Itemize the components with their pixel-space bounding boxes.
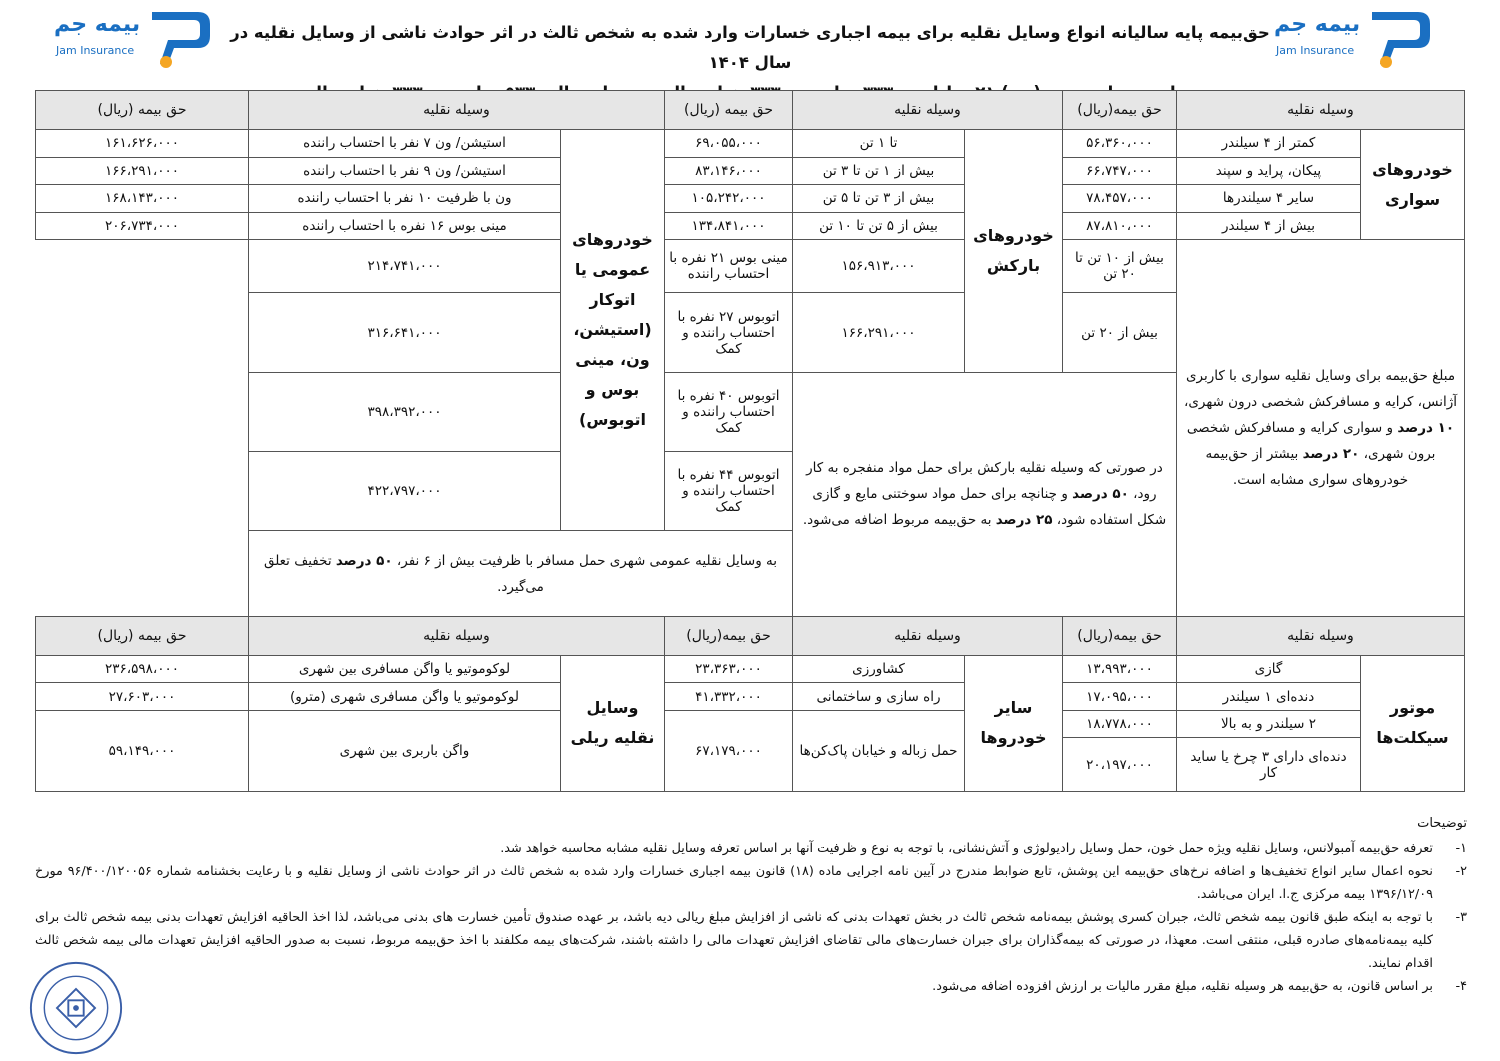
note-item (35, 837, 1467, 860)
note-text: با توجه به اینکه طبق قانون بیمه شخص ثالث، جبران کسری پوشش بیمه‌نامه شخص ثالث در بخش تعهدات بدنی که ناشی از افزایش مبلغ ریالی دیه باشد، بر عهده صندوق تأمین خسارت های بدنی می‌باشد، لذا اخذ الحاقیه افزایش تعهدات بدنی بیمه شخص ثالث برای کلیه بیمه‌نامه‌های صادره قبلی، منتفی است. معهذا، در صورتی که بیمه‌گذاران برای جبران خسارت‌های مالی تقاضای افزایش تعهدات مالی را داشته باشند، شرکت‌های بیمه مکلفند با اخذ حق‌بیمه مربوط، نسبت به صدور الحاقیه افزایش تعهدات مالی بیمه شخص ثالث اقدام نمایند. (35, 910, 1433, 971)
logo-en-text: Jam Insurance (1276, 44, 1355, 57)
col-header-premium: حق بیمه(ریال) (1063, 616, 1177, 655)
public-note-pct: ۵۰ درصد (335, 552, 393, 569)
group-rail: وسایل نقلیه ریلی (561, 655, 665, 791)
passenger-note-text: مبلغ حق‌بیمه برای وسایل نقلیه سواری با کاربری آژانس، کرایه و مسافرکش شخصی درون شهری، (1183, 367, 1458, 410)
other-price: ۴۱،۳۳۲،۰۰۰ (665, 683, 793, 711)
truck-price: ۸۳،۱۴۶،۰۰۰ (665, 157, 793, 185)
col-header-premium: حق بیمه(ریال) (665, 616, 793, 655)
public-price: ۱۶۶،۲۹۱،۰۰۰ (36, 157, 249, 185)
truck-name: بیش از ۳ تن تا ۵ تن (793, 185, 965, 213)
col-header-vehicle: وسیله نقلیه (1177, 616, 1465, 655)
logo-fa-text: بیمه جم (1274, 12, 1361, 37)
public-name: ون با ظرفیت ۱۰ نفر با احتساب راننده (249, 185, 561, 213)
passenger-name: سایر ۴ سیلندرها (1177, 185, 1361, 213)
col-header-premium: حق بیمه (ریال) (665, 91, 793, 130)
public-price: ۱۶۸،۱۴۳،۰۰۰ (36, 185, 249, 213)
col-header-vehicle: وسیله نقلیه (793, 91, 1063, 130)
public-note-text: تخفیف تعلق می‌گیرد. (263, 552, 544, 595)
moto-name: گازی (1177, 655, 1361, 683)
public-name: اتوبوس ۴۴ نفره با احتساب راننده و کمک (665, 451, 793, 530)
truck-note-text: در صورتی که وسیله نقلیه بارکش برای حمل مواد منفجره به کار رود، (806, 460, 1163, 503)
public-price: ۴۲۲،۷۹۷،۰۰۰ (249, 451, 561, 530)
truck-note-text: به حق‌بیمه مربوط اضافه می‌شود. (802, 512, 996, 529)
public-price: ۱۶۱،۶۲۶،۰۰۰ (36, 130, 249, 158)
public-name: اتوبوس ۴۰ نفره با احتساب راننده و کمک (665, 372, 793, 451)
other-price: ۶۷،۱۷۹،۰۰۰ (665, 710, 793, 791)
public-price: ۳۱۶،۶۴۱،۰۰۰ (249, 293, 561, 372)
group-truck: خودروهای بارکش (965, 130, 1063, 373)
truck-note-pct: ۵۰ درصد (1072, 486, 1129, 503)
truck-name: بیش از ۵ تن تا ۱۰ تن (793, 212, 965, 240)
note-item (35, 975, 1467, 998)
passenger-name: پیکان، پراید و سپند (1177, 157, 1361, 185)
public-price: ۲۱۴،۷۴۱،۰۰۰ (249, 240, 561, 293)
truck-note-text: و چنانچه برای حمل مواد سوختنی مایع و گازی شکل استفاده شود، (812, 486, 1167, 529)
truck-name: بیش از ۱۰ تن تا ۲۰ تن (1063, 240, 1177, 293)
passenger-name: کمتر از ۴ سیلندر (1177, 130, 1361, 158)
moto-price: ۱۸،۷۷۸،۰۰۰ (1063, 710, 1177, 738)
rail-name: لوکوموتیو یا واگن مسافری شهری (مترو) (249, 683, 561, 711)
moto-price: ۱۷،۰۹۵،۰۰۰ (1063, 683, 1177, 711)
notes-title: توضیحات (1417, 816, 1467, 831)
public-name: مینی بوس ۲۱ نفره با احتساب راننده (665, 240, 793, 293)
table-row (36, 683, 1465, 711)
table-row (36, 655, 1465, 683)
passenger-note-text: بیشتر از حق‌بیمه خودروهای سواری مشابه است. (1205, 445, 1409, 488)
truck-note-pct: ۲۵ درصد (995, 512, 1053, 529)
jam-insurance-logo-left (52, 6, 212, 70)
notes-section (35, 812, 1467, 998)
truck-price: ۱۶۶،۲۹۱،۰۰۰ (793, 293, 965, 372)
truck-name: بیش از ۱ تن تا ۳ تن (793, 157, 965, 185)
note-item (35, 860, 1467, 906)
col-header-premium: حق بیمه(ریال) (1063, 91, 1177, 130)
public-name: اتوبوس ۲۷ نفره با احتساب راننده و کمک (665, 293, 793, 372)
passenger-note-text: و سواری کرایه و مسافرکش شخصی برون شهری، (1186, 419, 1436, 462)
public-price: ۳۹۸،۳۹۲،۰۰۰ (249, 372, 561, 451)
moto-name: دنده‌ای ۱ سیلندر (1177, 683, 1361, 711)
other-name: راه سازی و ساختمانی (793, 683, 965, 711)
logo-en-text: Jam Insurance (56, 44, 135, 57)
note-text: بر اساس قانون، به حق‌بیمه هر وسیله نقلیه، مبلغ مقرر مالیات بر ارزش افزوده اضافه می‌شود. (932, 979, 1433, 994)
note-number: ۳- (1455, 910, 1467, 925)
rail-price: ۲۳۶،۵۹۸،۰۰۰ (36, 655, 249, 683)
note-item (35, 906, 1467, 975)
passenger-price: ۶۶،۷۴۷،۰۰۰ (1063, 157, 1177, 185)
truck-price: ۶۹،۰۵۵،۰۰۰ (665, 130, 793, 158)
note-text: تعرفه حق‌بیمه آمبولانس، وسایل نقلیه ویژه حمل خون، حمل وسایل رادیولوژی و آتش‌نشانی، با توجه به نوع و ظرفیت آنها بر اساس تعرفه وسایل نقلیه مشابه محاسبه خواهد شد. (500, 841, 1433, 856)
group-public: خودروهای عمومی یا اتوکار (استیشن، ون، مینی بوس و اتوبوس) (561, 130, 665, 531)
truck-price: ۱۰۵،۲۴۲،۰۰۰ (665, 185, 793, 213)
passenger-price: ۸۷،۸۱۰،۰۰۰ (1063, 212, 1177, 240)
truck-price: ۱۵۶،۹۱۳،۰۰۰ (793, 240, 965, 293)
public-note-text: به وسایل نقلیه عمومی شهری حمل مسافر با ظرفیت بیش از ۶ نفر، (392, 552, 778, 569)
passenger-note (1177, 240, 1465, 617)
passenger-note-pct: ۲۰ درصد (1302, 445, 1360, 462)
passenger-price: ۵۶،۳۶۰،۰۰۰ (1063, 130, 1177, 158)
central-insurance-seal-icon (28, 960, 124, 1056)
rail-price: ۵۹،۱۴۹،۰۰۰ (36, 710, 249, 791)
rail-name: لوکوموتیو یا واگن مسافری بین شهری (249, 655, 561, 683)
header-row-1 (36, 91, 1465, 130)
group-passenger: خودروهای سواری (1361, 130, 1465, 240)
note-number: ۴- (1455, 979, 1467, 994)
public-price: ۲۰۶،۷۳۴،۰۰۰ (36, 212, 249, 240)
header-row-2 (36, 616, 1465, 655)
logo-fa-text: بیمه جم (54, 12, 141, 37)
moto-name: دنده‌ای دارای ۳ چرخ یا ساید کار (1177, 738, 1361, 792)
title-line-1: حق‌بیمه پایه سالیانه انواع وسایل نقلیه برای بیمه اجباری خسارات وارد شده به شخص ثالث در اثر حوادث ناشی از وسایل نقلیه در سال ۱۴۰۴ (230, 23, 1270, 72)
moto-price: ۱۳،۹۹۳،۰۰۰ (1063, 655, 1177, 683)
public-name: استیشن/ ون ۷ نفر با احتساب راننده (249, 130, 561, 158)
jam-insurance-logo-right (1272, 6, 1432, 70)
moto-price: ۲۰،۱۹۷،۰۰۰ (1063, 738, 1177, 792)
other-name: حمل زباله و خیابان پاک‌کن‌ها (793, 710, 965, 791)
note-number: ۲- (1455, 864, 1467, 879)
table-row (36, 212, 1465, 240)
group-moto: موتور سیکلت‌ها (1361, 655, 1465, 791)
passenger-name: بیش از ۴ سیلندر (1177, 212, 1361, 240)
public-name: مینی بوس ۱۶ نفره با احتساب راننده (249, 212, 561, 240)
truck-name: بیش از ۲۰ تن (1063, 293, 1177, 372)
table-row (36, 240, 1465, 293)
col-header-vehicle: وسیله نقلیه (793, 616, 1063, 655)
public-note (249, 531, 793, 617)
truck-price: ۱۳۴،۸۴۱،۰۰۰ (665, 212, 793, 240)
table-row (36, 130, 1465, 158)
col-header-vehicle: وسیله نقلیه (1177, 91, 1465, 130)
passenger-price: ۷۸،۴۵۷،۰۰۰ (1063, 185, 1177, 213)
col-header-premium: حق بیمه (ریال) (36, 91, 249, 130)
public-name: استیشن/ ون ۹ نفر با احتساب راننده (249, 157, 561, 185)
rail-price: ۲۷،۶۰۳،۰۰۰ (36, 683, 249, 711)
rail-name: واگن باربری بین شهری (249, 710, 561, 791)
table-row (36, 185, 1465, 213)
table-row (36, 157, 1465, 185)
moto-name: ۲ سیلندر و به بالا (1177, 710, 1361, 738)
other-price: ۲۳،۳۶۳،۰۰۰ (665, 655, 793, 683)
logo-mark-icon (1366, 6, 1432, 70)
col-header-vehicle: وسیله نقلیه (249, 616, 665, 655)
table-row (36, 710, 1465, 738)
other-name: کشاورزی (793, 655, 965, 683)
group-other: سایر خودروها (965, 655, 1063, 791)
note-number: ۱- (1455, 841, 1467, 856)
col-header-vehicle: وسیله نقلیه (249, 91, 665, 130)
note-text: نحوه اعمال سایر انواع تخفیف‌ها و اضافه نرخ‌های حق‌بیمه این پوشش، تابع ضوابط مندرج در آیین نامه اجرایی ماده (۱۸) قانون بیمه اجباری خسارات وارد شده به شخص ثالث در اثر حوادث ناشی از وسایل نقلیه و با رعایت بخشنامه شماره ۹۶/۴۰۰/۱۲۰۰۵۶ مورخ ۱۳۹۶/۱۲/۰۹ بیمه مرکزی ج.ا. ایران می‌باشد. (35, 864, 1433, 902)
truck-name: تا ۱ تن (793, 130, 965, 158)
passenger-note-pct: ۱۰ درصد (1397, 419, 1455, 436)
logo-mark-icon (146, 6, 212, 70)
col-header-premium: حق بیمه (ریال) (36, 616, 249, 655)
premium-table (35, 90, 1465, 792)
truck-note (793, 372, 1177, 616)
